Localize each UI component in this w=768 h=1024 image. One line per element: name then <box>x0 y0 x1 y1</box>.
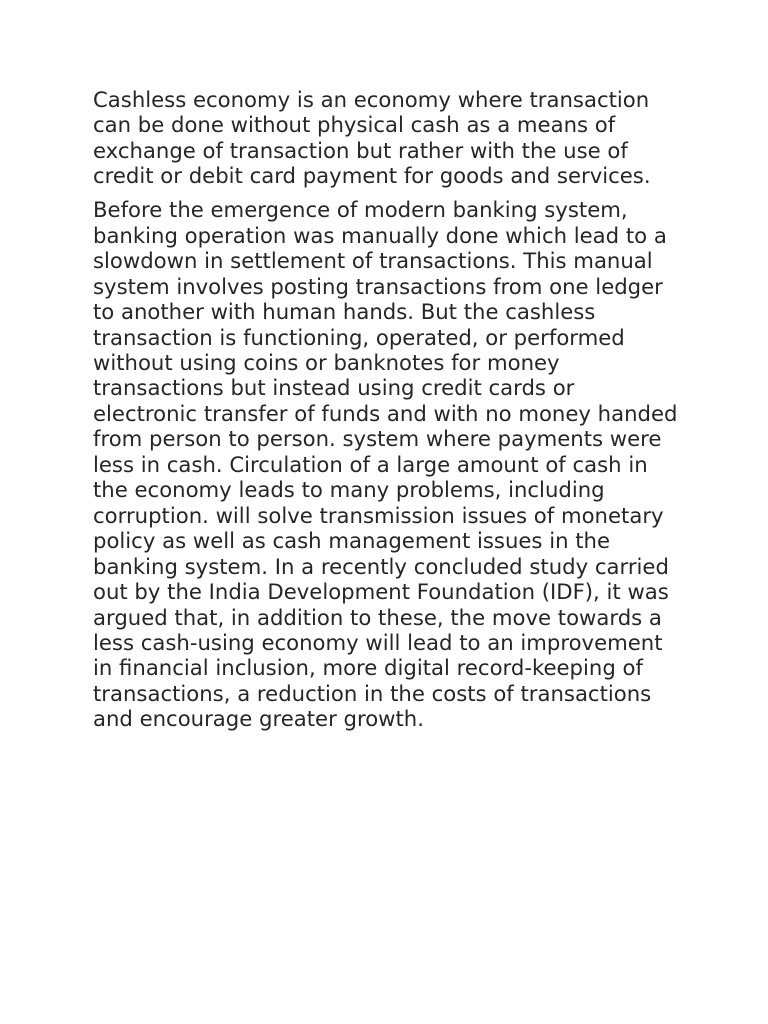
document-page <box>93 87 683 732</box>
paragraph-banking-history: Before the emergence of modern banking system, banking operation was manually done which lead to a slowdown in settlement of transactions. This manual system involves posting transactions from one ledger to another with human hands. But the cashless transaction is functioning, operated, or performed without using coins or banknotes for money transactions but instead using credit cards or electronic transfer of funds and with no money handed from person to person. system where payments were less in cash. Circulation of a large amount of cash in the economy leads to many problems, including corruption. will solve transmission issues of monetary policy as well as cash management issues in the banking system. In a recently concluded study carried out by the India Development Foundation (IDF), it was argued that, in addition to these, the move towards a less cash-using economy will lead to an improvement in financial inclusion, more digital record-keeping of transactions, a reduction in the costs of transactions and encourage greater growth. <box>93 197 678 732</box>
paragraph-cashless-definition: Cashless economy is an economy where transaction can be done without physical cash as a means of exchange of transaction but rather with the use of credit or debit card payment for goods and services. <box>93 87 651 189</box>
